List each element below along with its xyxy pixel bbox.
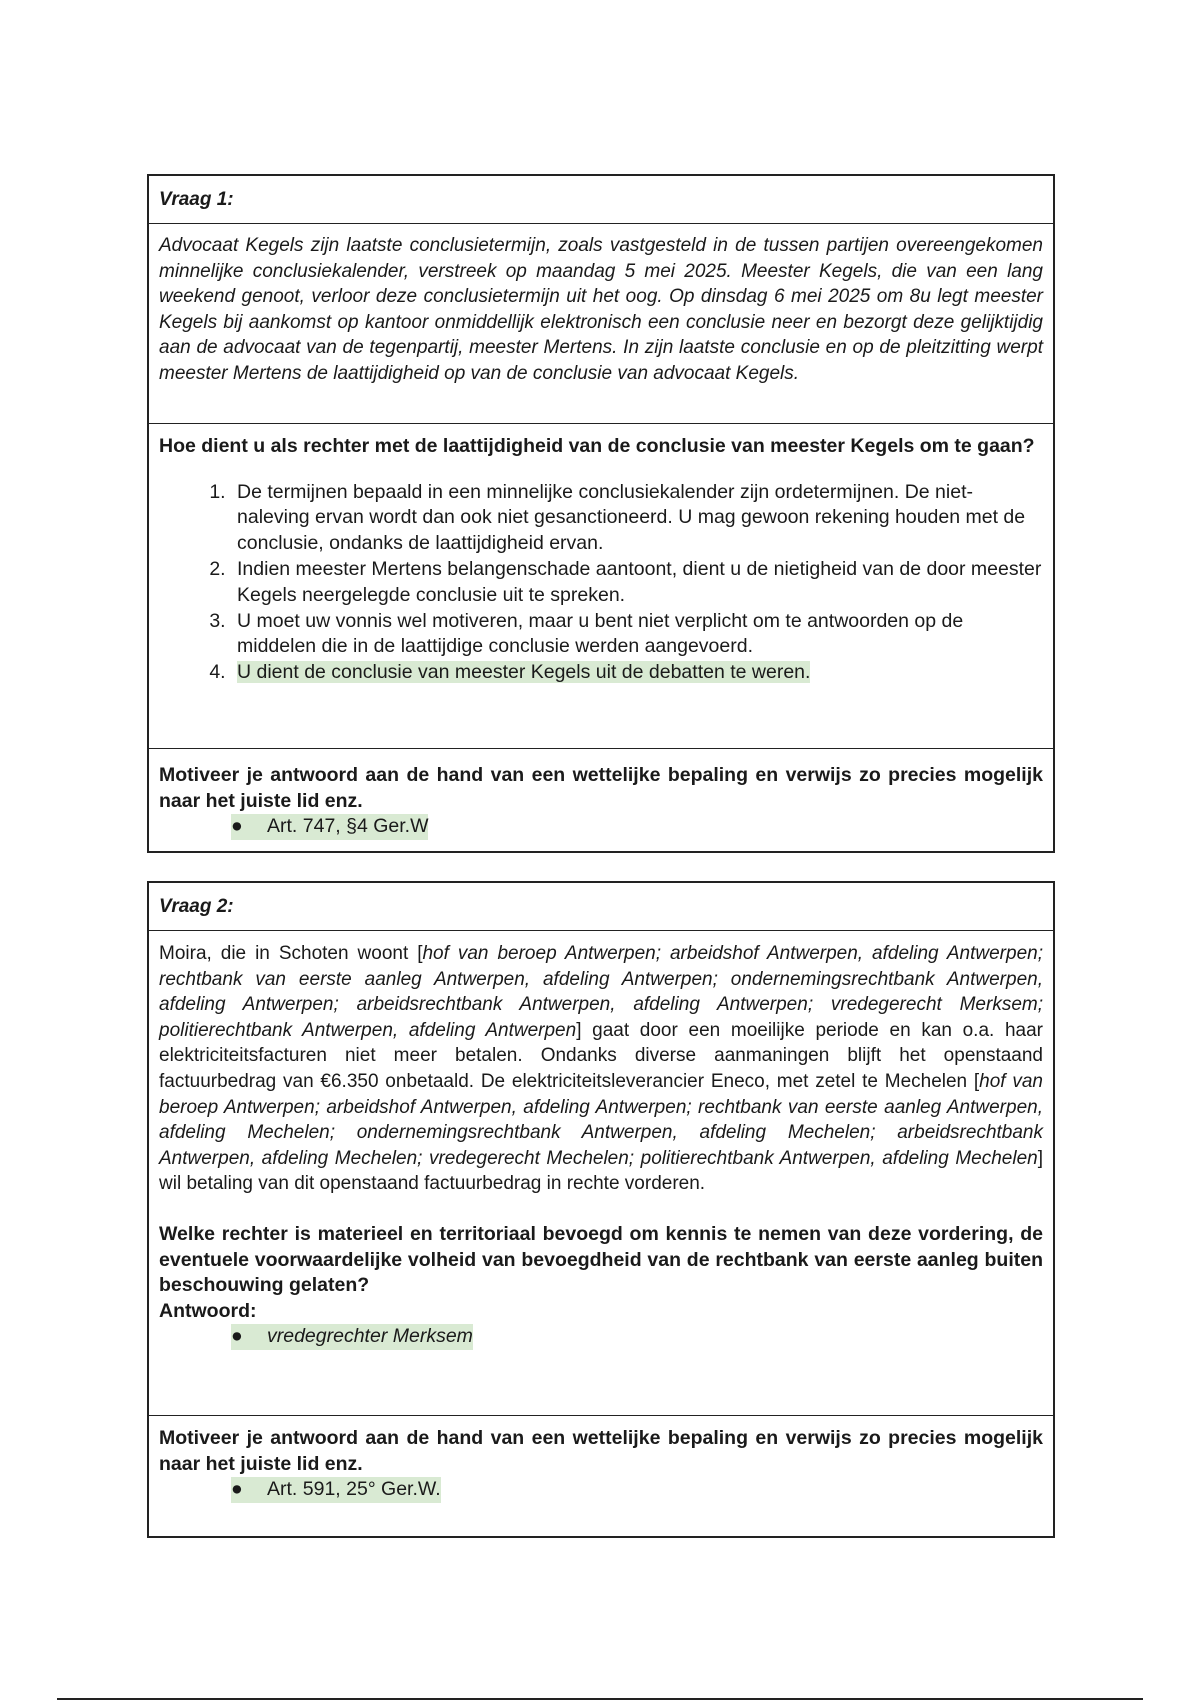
question-2-answer-label: Antwoord: [159, 1299, 257, 1322]
question-1-box [147, 174, 1055, 853]
question-1-title: Vraag 1: [149, 176, 1053, 224]
question-2-box [147, 881, 1055, 1538]
question-1-options [159, 480, 1043, 686]
question-2-motivation-answer: Art. 591, 25° Ger.W. [267, 1478, 441, 1501]
question-2-title: Vraag 2: [149, 883, 1053, 931]
question-1-motivation-item [231, 814, 1043, 840]
question-1-case-cell [149, 224, 1053, 424]
question-2-answer: vredegrechter Merksem [267, 1325, 473, 1348]
question-1-motivation-prompt: Motiveer je antwoord aan de hand van een wettelijke bepaling en verwijs zo precies mogelijk naar het juiste lid enz. [159, 764, 1043, 812]
question-1-motivation-answer: Art. 747, §4 Ger.W [267, 815, 429, 838]
bullet-icon: ● [231, 1478, 243, 1501]
question-2-case-text [159, 941, 1043, 1197]
question-2-motivation-item [231, 1477, 1043, 1503]
question-2-answer-item [231, 1324, 1043, 1350]
case-part-5: ] wil betaling van dit openstaand factuurbedrag in rechte vorderen. [159, 1147, 1043, 1195]
option-1: 1. De termijnen bepaald in een minnelijke conclusiekalender zijn ordetermijnen. De niet-naleving ervan wordt dan ook niet gesanctioneerd. U mag gewoon rekening houden met de conclusie, ondanks de laattijdigheid ervan. [231, 480, 1043, 557]
question-1-case-text: Advocaat Kegels zijn laatste conclusietermijn, zoals vastgesteld in de tussen partijen overeengekomen minnelijke conclusiekalender, verstreek op maandag 5 mei 2025. Meester Kegels, die van een lang weekend genoot, verloor deze conclusietermijn uit het oog. Op dinsdag 6 mei 2025 om 8u legt meester Kegels bij aankomst op kantoor onmiddellijk elektronisch een conclusie neer en bezorgt deze gelijktijdig aan de advocaat van de tegenpartij, meester Mertens. In zijn laatste conclusie en op de pleitzitting werpt meester Mertens de laattijdigheid op van de conclusie van advocaat Kegels. [159, 235, 1043, 384]
case-part-2-courts: hof van beroep Antwerpen; arbeidshof Antwerpen, afdeling Antwerpen; rechtbank van eerste aanleg Antwerpen, afdeling Antwerpen; ondernemingsrechtbank Antwerpen, afdeling Antwerpen; arbeidsrechtbank Antwerpen, afdeling Antwerpen; vredegerecht Merksem; politierechtbank Antwerpen, afdeling Antwerpen [159, 943, 1043, 1041]
bullet-icon: ● [231, 815, 243, 838]
option-3: 3. U moet uw vonnis wel motiveren, maar u bent niet verplicht om te antwoorden op de middelen die in de laattijdige conclusie werden aangevoerd. [231, 609, 1043, 661]
question-2-motivation-cell [149, 1416, 1053, 1509]
question-1-question-cell [149, 424, 1053, 749]
question-2-answer-list [159, 1324, 1043, 1350]
case-part-4-courts: hof van beroep Antwerpen; arbeidshof Antwerpen, afdeling Antwerpen; rechtbank van eerste aanleg Antwerpen, afdeling Mechelen; ondernemingsrechtbank Antwerpen, afdeling Mechelen; arbeidsrechtbank Antwerpen, afdeling Mechelen; vredegerecht Mechelen; politierechtbank Antwerpen, afdeling Mechelen [159, 1070, 1043, 1169]
case-part-1: Moira, die in Schoten woont [ [159, 943, 423, 964]
question-1-motivation-list [159, 814, 1043, 840]
question-2-motivation-list [159, 1477, 1043, 1503]
question-2-body-cell [149, 931, 1053, 1416]
case-part-3: ] gaat door een moeilijke periode en kan o.a. haar elektriciteitsfacturen niet meer betalen. Ondanks diverse aanmaningen blijft het openstaand factuurbedrag van €6.350 onbetaald. De elektriciteitsleverancier Eneco, met zetel te Mechelen [ [159, 1019, 1044, 1092]
option-2: 2. Indien meester Mertens belangenschade aantoont, dient u de nietigheid van de door meester Kegels neergelegde conclusie uit te spreken. [231, 557, 1043, 609]
option-4-text: U dient de conclusie van meester Kegels uit de debatten te weren. [237, 661, 811, 684]
bullet-icon: ● [231, 1325, 243, 1348]
question-1-motivation-cell [149, 749, 1053, 846]
question-1-question: Hoe dient u als rechter met de laattijdigheid van de conclusie van meester Kegels om te gaan? [159, 435, 1035, 457]
question-2-question: Welke rechter is materieel en territoriaal bevoegd om kennis te nemen van deze vordering, de eventuele voorwaardelijke volheid van bevoegdheid van de rechtbank van eerste aanleg buiten beschouwing gelaten? [159, 1222, 1043, 1297]
question-2-motivation-prompt: Motiveer je antwoord aan de hand van een wettelijke bepaling en verwijs zo precies mogelijk naar het juiste lid enz. [159, 1427, 1043, 1475]
option-4-selected [231, 660, 1043, 686]
